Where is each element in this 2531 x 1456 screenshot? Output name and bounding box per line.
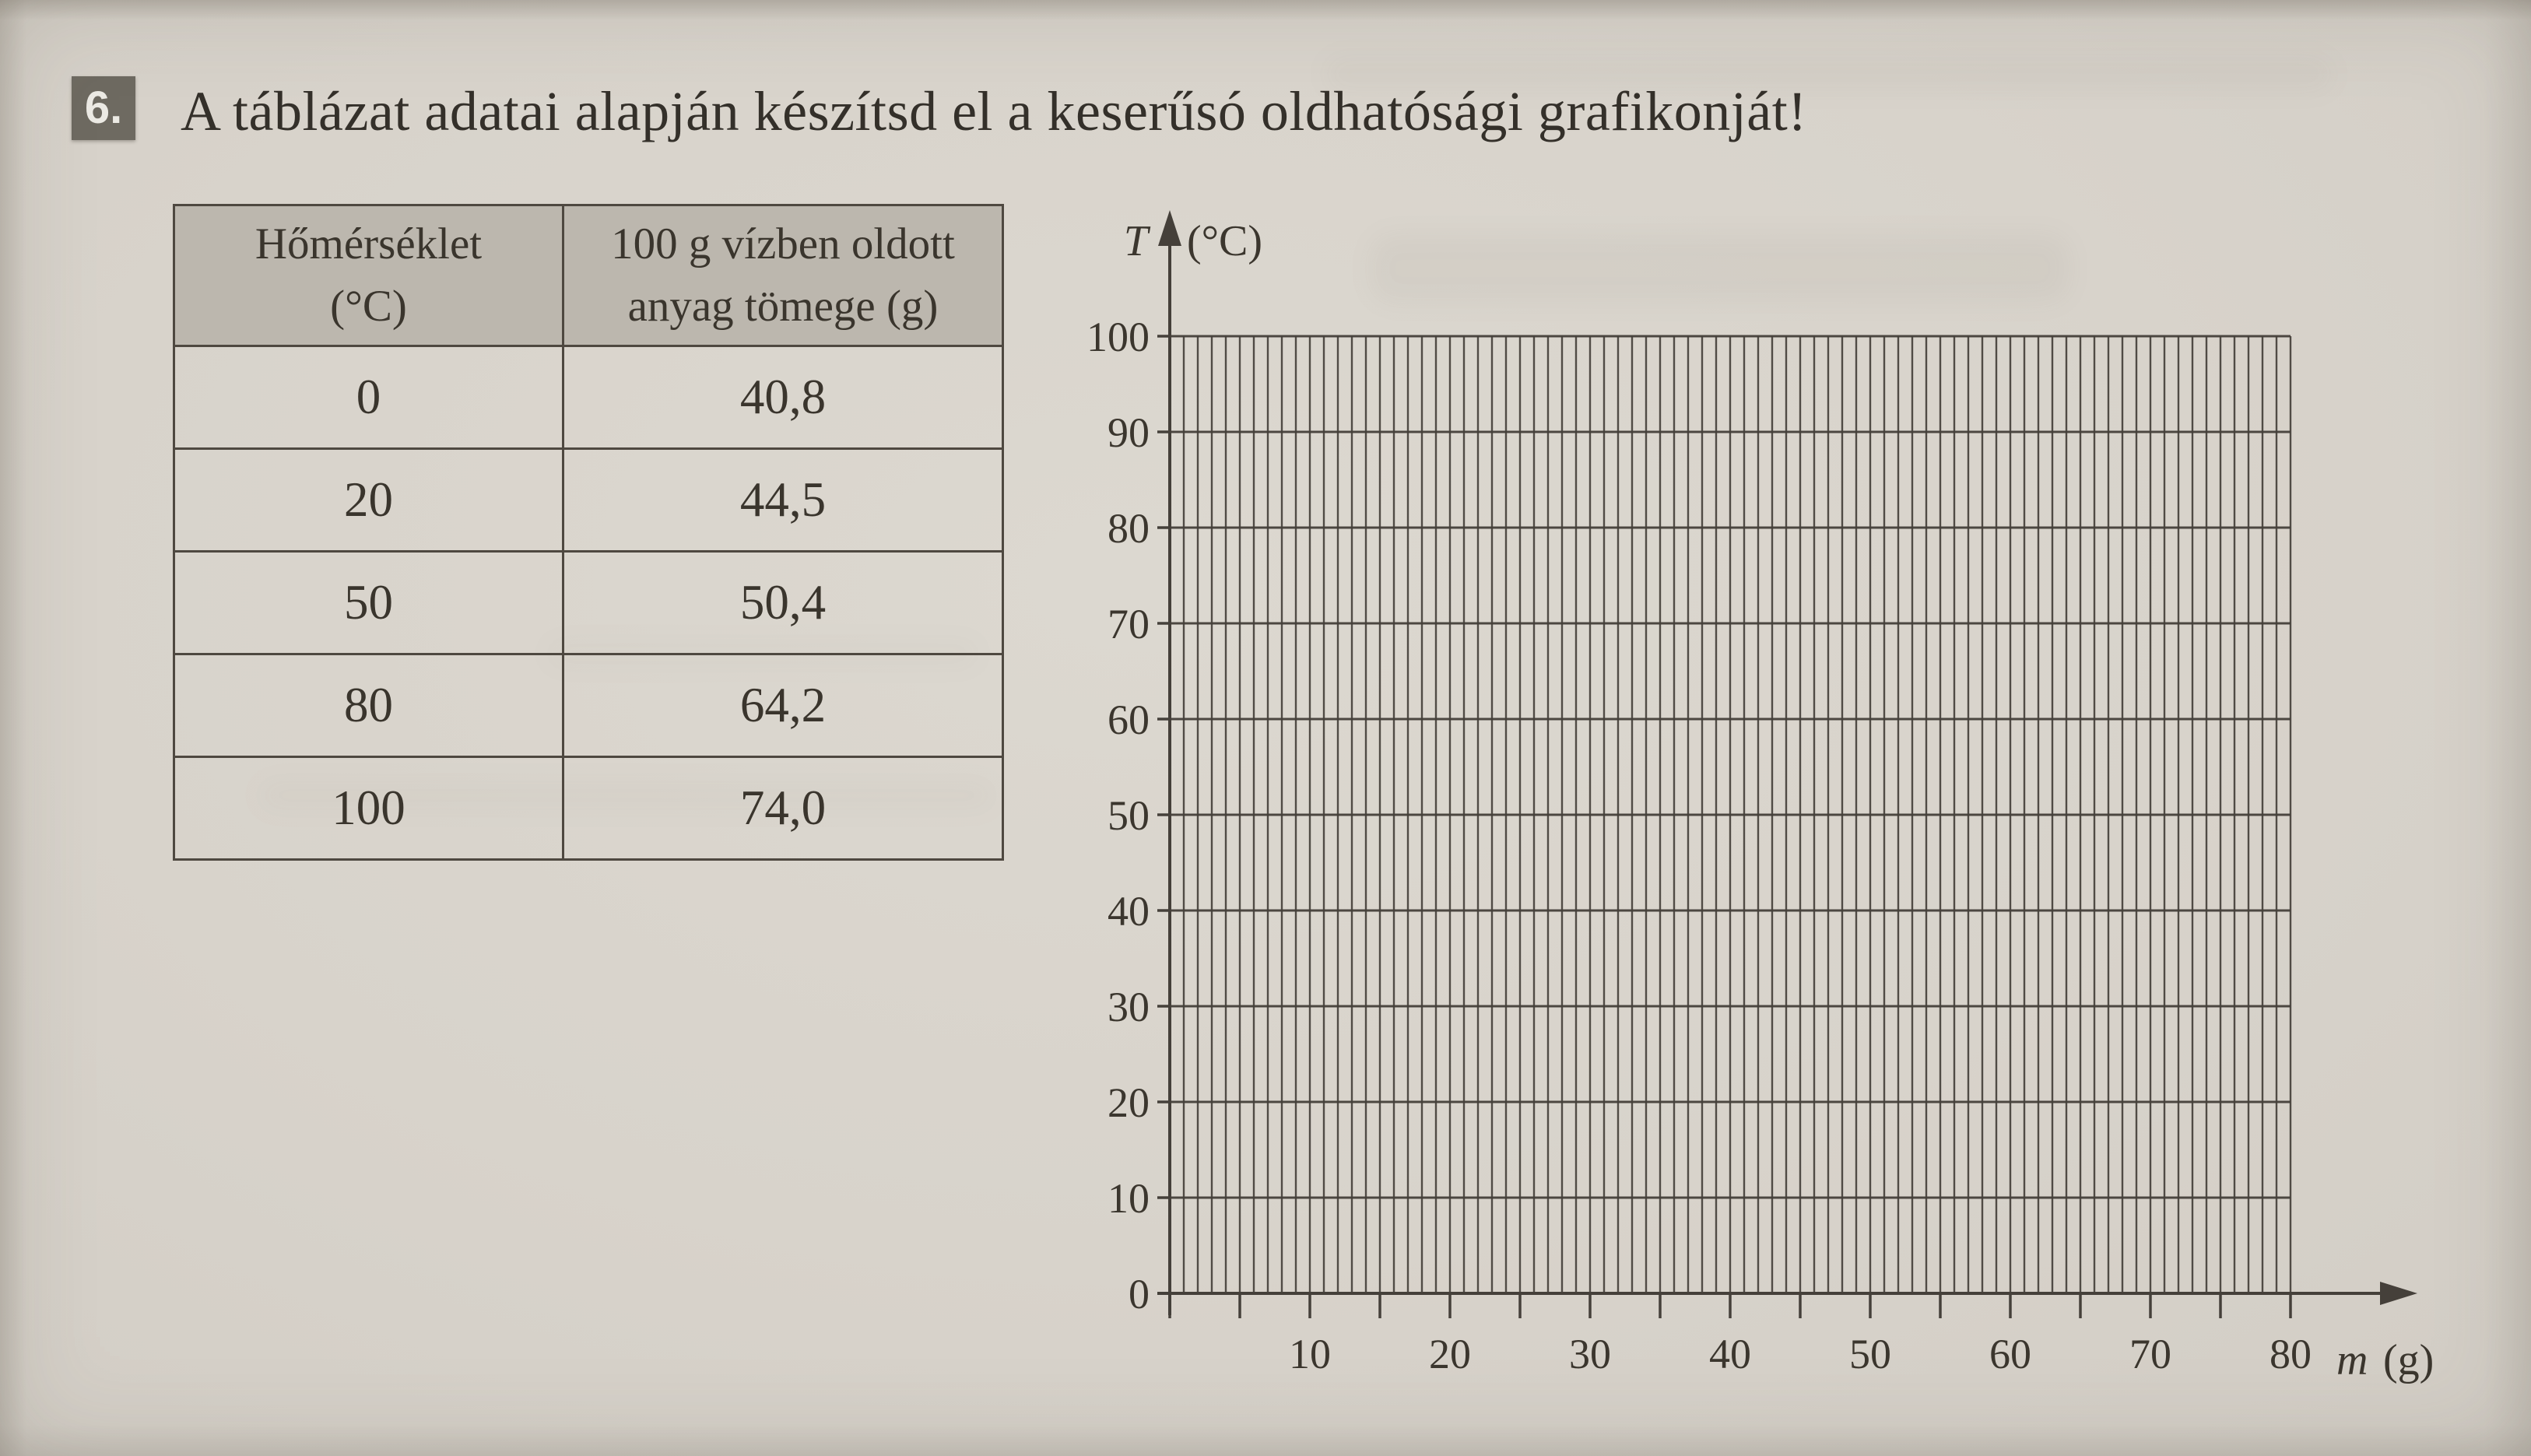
- y-tick-label: 50: [1108, 792, 1150, 839]
- table-cell: 20: [174, 449, 563, 552]
- x-tick-label: 50: [1849, 1331, 1891, 1377]
- table-cell: 74,0: [563, 757, 1003, 860]
- y-axis-variable-label: T: [1123, 217, 1148, 265]
- exercise-number: 6.: [84, 82, 123, 133]
- y-tick-label: 30: [1108, 984, 1150, 1030]
- header-line: anyag tömege (g): [627, 282, 939, 331]
- y-tick-label: 90: [1108, 409, 1150, 456]
- x-tick-label: 70: [2129, 1331, 2171, 1377]
- y-tick-label: 10: [1108, 1175, 1150, 1222]
- table-cell: 44,5: [563, 449, 1003, 552]
- x-axis-unit-label: (g): [2383, 1336, 2434, 1384]
- x-tick-label: 40: [1709, 1331, 1751, 1377]
- y-tick-label: 100: [1086, 314, 1150, 360]
- table-cell: 50,4: [563, 552, 1003, 654]
- y-tick-label: 80: [1108, 505, 1150, 552]
- header-line: Hőmérséklet: [255, 219, 483, 268]
- exercise-title: A táblázat adatai alapján készítsd el a keserűsó oldhatósági grafikonját!: [181, 80, 1807, 142]
- table-cell: 0: [174, 346, 563, 449]
- x-tick-label: 60: [1989, 1331, 2031, 1377]
- y-tick-label: 70: [1108, 601, 1150, 647]
- y-axis-arrowhead: [1158, 210, 1181, 246]
- y-tick-label: 60: [1108, 696, 1150, 743]
- table-cell: 80: [174, 654, 563, 757]
- x-tick-label: 30: [1569, 1331, 1611, 1377]
- table-cell: 100: [174, 757, 563, 860]
- y-tick-label: 0: [1129, 1271, 1150, 1317]
- table-cell: 50: [174, 552, 563, 654]
- table-cell: 40,8: [563, 346, 1003, 449]
- x-tick-label: 10: [1289, 1331, 1331, 1377]
- x-axis-arrowhead: [2380, 1282, 2417, 1305]
- y-tick-label: 20: [1108, 1079, 1150, 1126]
- x-axis-variable-label: m: [2336, 1336, 2368, 1384]
- header-line: (°C): [330, 282, 407, 331]
- x-tick-label: 20: [1429, 1331, 1471, 1377]
- table-cell: 64,2: [563, 654, 1003, 757]
- y-tick-label: 40: [1108, 888, 1150, 935]
- x-tick-label: 80: [2269, 1331, 2312, 1377]
- header-line: 100 g vízben oldott: [611, 219, 955, 268]
- y-axis-unit-label: (°C): [1187, 217, 1263, 265]
